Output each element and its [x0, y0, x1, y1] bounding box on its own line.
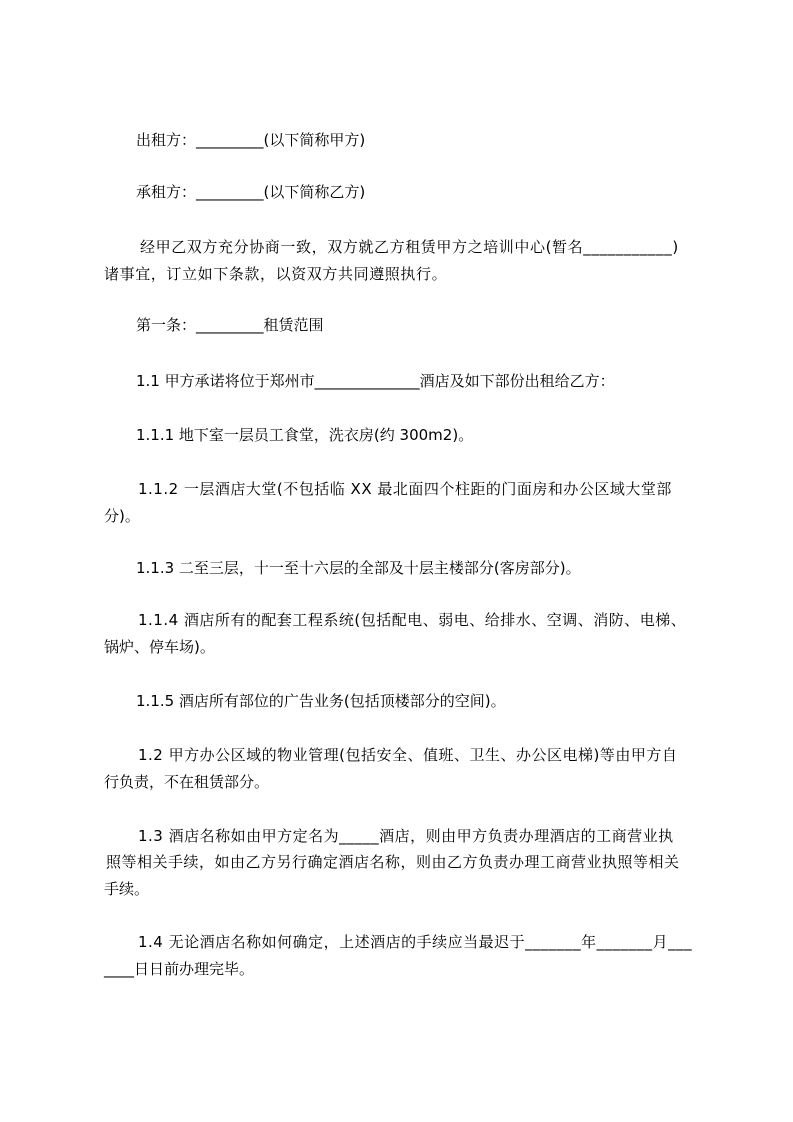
clause-1-3-line-3: 手续。 — [104, 880, 150, 898]
clause-1-1-4-line-2: 锅炉、停车场)。 — [104, 638, 215, 656]
lessee-line: 承租方：_________(以下简称乙方) — [136, 183, 366, 201]
clause-1-3-line-1: 1.3 酒店名称如由甲方定名为_____酒店，则由甲方负责办理酒店的工商营业执 — [138, 827, 674, 845]
clause-1-1-3: 1.1.3 二至三层，十一至十六层的全部及十层主楼部分(客房部分)。 — [136, 559, 581, 577]
article-1-heading: 第一条：_________租赁范围 — [136, 316, 324, 334]
intro-line-2: 诸事宜，订立如下条款，以资双方共同遵照执行。 — [104, 265, 448, 283]
clause-1-4-line-2: ____日日前办理完毕。 — [104, 960, 255, 978]
clause-1-2-line-2: 行负责，不在租赁部分。 — [104, 773, 270, 791]
clause-1-1-1: 1.1.1 地下室一层员工食堂，洗衣房(约 300m2)。 — [136, 426, 474, 444]
clause-1-1: 1.1 甲方承诺将位于郑州市______________酒店及如下部份出租给乙方： — [136, 372, 615, 390]
clause-1-4-line-1: 1.4 无论酒店名称如何确定，上述酒店的手续应当最迟于_______年_______月___ — [138, 933, 693, 951]
lessor-line: 出租方：_________(以下简称甲方) — [136, 131, 366, 149]
clause-1-1-5: 1.1.5 酒店所有部位的广告业务(包括顶楼部分的空间)。 — [136, 692, 506, 710]
clause-1-3-line-2: 照等相关手续，如由乙方另行确定酒店名称，则由乙方负责办理工商营业执照等相关 — [106, 853, 680, 871]
clause-1-1-2-line-1: 1.1.2 一层酒店大堂(不包括临 XX 最北面四个柱距的门面房和办公区域大堂部 — [138, 480, 672, 498]
clause-1-1-4-line-1: 1.1.4 酒店所有的配套工程系统(包括配电、弱电、给排水、空调、消防、电梯、 — [138, 611, 687, 629]
clause-1-1-2-line-2: 分)。 — [104, 507, 140, 525]
intro-line-1: 经甲乙双方充分协商一致，双方就乙方租赁甲方之培训中心(暂名___________) — [140, 238, 679, 256]
clause-1-2-line-1: 1.2 甲方办公区域的物业管理(包括安全、值班、卫生、办公区电梯)等由甲方自 — [138, 746, 678, 764]
